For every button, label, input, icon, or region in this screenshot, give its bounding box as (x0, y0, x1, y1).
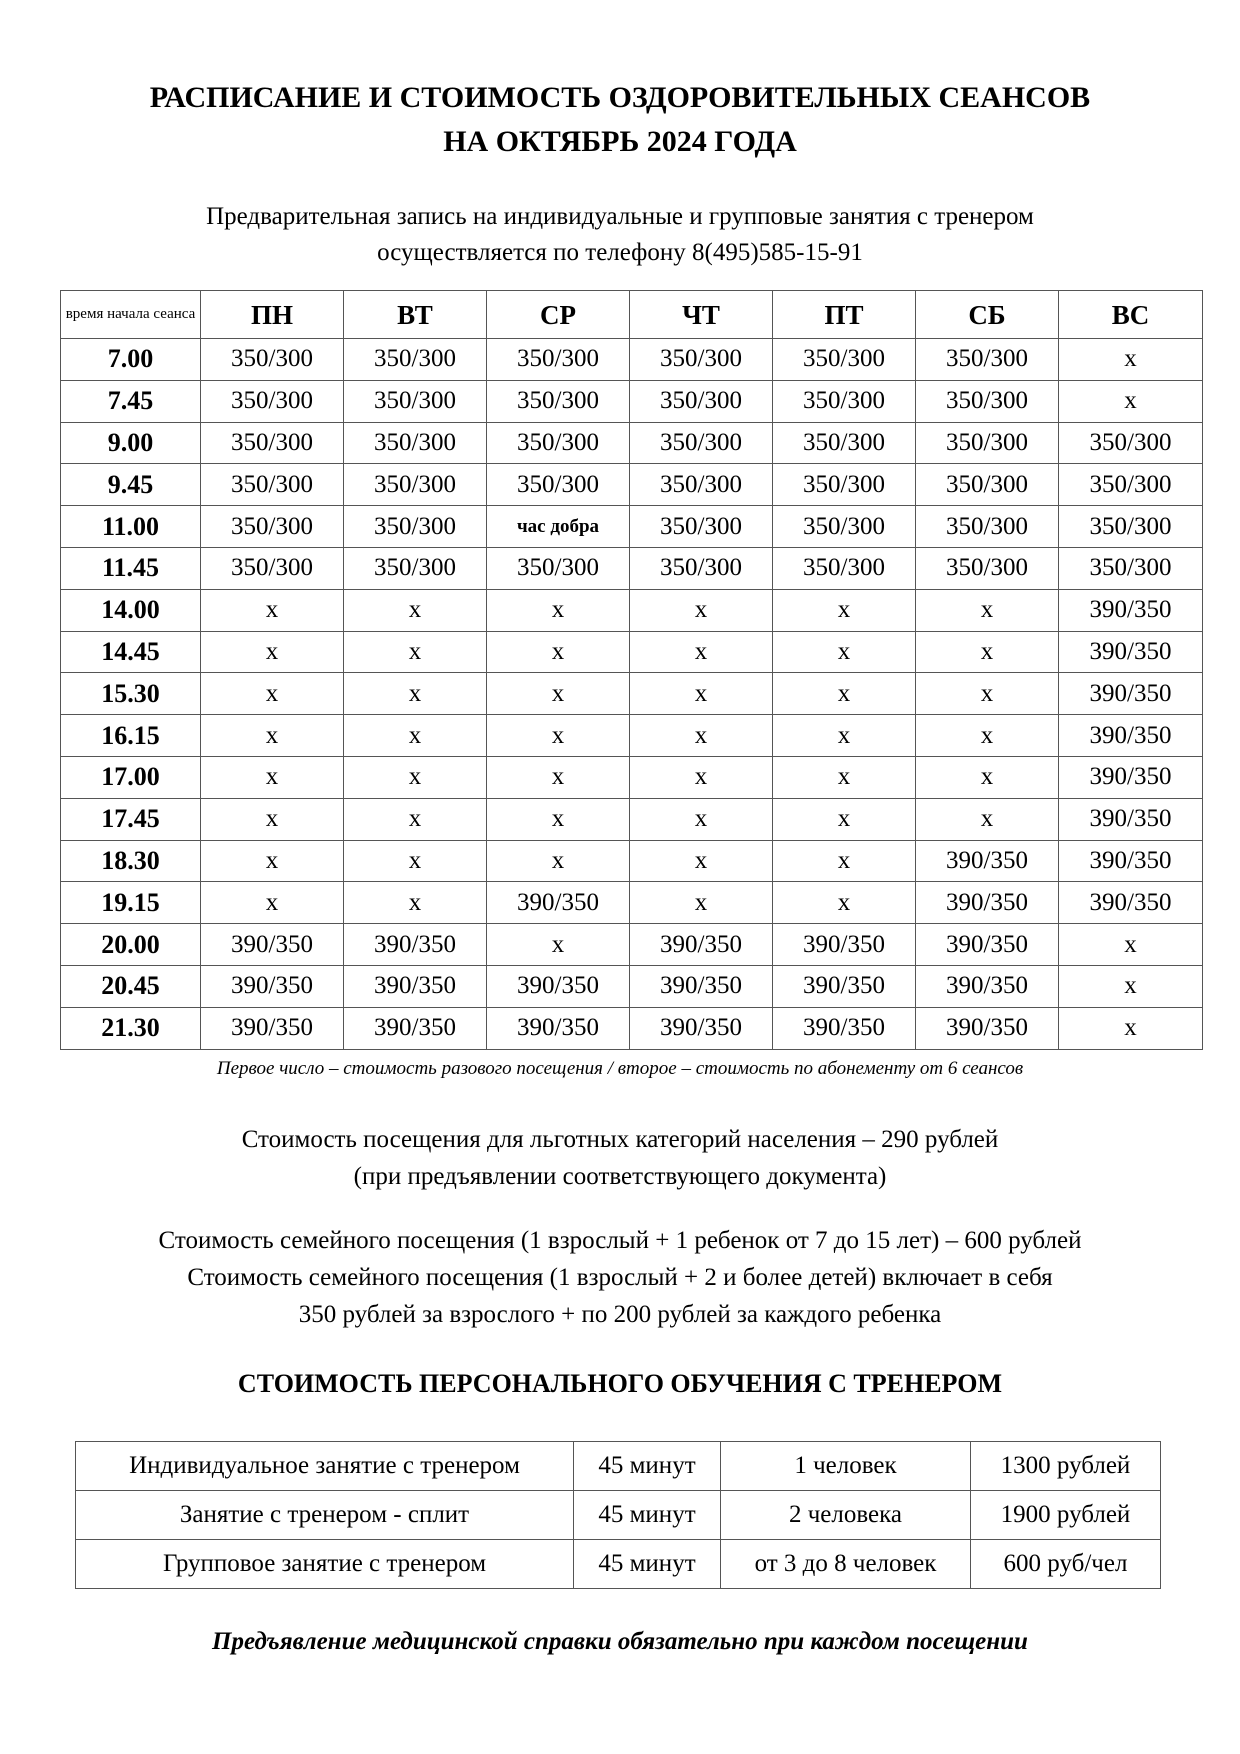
price-cell: 350/300 (630, 547, 773, 589)
session-time: 11.00 (61, 506, 201, 548)
schedule-row (61, 715, 1203, 757)
price-cell: х (201, 715, 344, 757)
price-cell: 390/350 (344, 924, 487, 966)
schedule-row (61, 1007, 1203, 1049)
price-cell: 390/350 (773, 1007, 916, 1049)
header-day: ЧТ (630, 291, 773, 339)
price-cell: х (916, 798, 1059, 840)
training-cell: 45 минут (574, 1491, 721, 1540)
price-cell: х (487, 673, 630, 715)
price-cell: 350/300 (201, 464, 344, 506)
schedule-row (61, 380, 1203, 422)
price-cell: 390/350 (773, 924, 916, 966)
price-cell: х (1059, 924, 1203, 966)
price-cell: х (630, 840, 773, 882)
price-cell: 390/350 (344, 965, 487, 1007)
training-cell: 1300 рублей (971, 1442, 1161, 1491)
training-table (75, 1441, 1161, 1589)
price-cell: х (344, 840, 487, 882)
schedule-header-row (61, 291, 1203, 339)
price-cell: х (773, 589, 916, 631)
price-cell: 350/300 (630, 339, 773, 381)
price-cell: 350/300 (773, 506, 916, 548)
price-cell: 350/300 (916, 339, 1059, 381)
price-cell: 350/300 (201, 547, 344, 589)
price-cell: 350/300 (916, 422, 1059, 464)
price-cell: х (1059, 1007, 1203, 1049)
booking-info (0, 199, 1240, 271)
price-cell: х (201, 882, 344, 924)
medical-certificate-notice: Предъявление медицинской справки обязательно при каждом посещении (212, 1628, 1028, 1655)
price-note: Первое число – стоимость разового посещения / второе – стоимость по абонементу от 6 сеансов (216, 1058, 1024, 1079)
title-line-1: РАСПИСАНИЕ И СТОИМОСТЬ ОЗДОРОВИТЕЛЬНЫХ СЕАНСОВ (149, 81, 1091, 114)
price-cell: 350/300 (344, 547, 487, 589)
price-cell: 350/300 (487, 547, 630, 589)
header-day: СР (487, 291, 630, 339)
session-time: 17.45 (61, 798, 201, 840)
price-cell: 390/350 (916, 1007, 1059, 1049)
session-time: 15.30 (61, 673, 201, 715)
price-cell: х (487, 924, 630, 966)
price-cell: х (201, 589, 344, 631)
price-cell: 390/350 (916, 840, 1059, 882)
price-cell: 390/350 (630, 965, 773, 1007)
session-time: 7.00 (61, 339, 201, 381)
price-cell: х (630, 798, 773, 840)
header-day: СБ (916, 291, 1059, 339)
price-cell: х (344, 589, 487, 631)
training-cell: 1900 рублей (971, 1491, 1161, 1540)
schedule-row (61, 798, 1203, 840)
price-cell: 390/350 (487, 965, 630, 1007)
header-session-start: время начала сеанса (61, 291, 201, 339)
price-cell: 390/350 (201, 1007, 344, 1049)
price-cell: х (201, 798, 344, 840)
schedule-body (61, 339, 1203, 1050)
price-cell: 350/300 (773, 422, 916, 464)
price-cell: х (773, 882, 916, 924)
price-cell: х (344, 715, 487, 757)
price-cell: х (1059, 965, 1203, 1007)
price-cell: 390/350 (1059, 798, 1203, 840)
training-cell: 1 человек (721, 1442, 971, 1491)
price-cell: 350/300 (773, 547, 916, 589)
session-time: 11.45 (61, 547, 201, 589)
price-cell: 350/300 (344, 339, 487, 381)
price-cell: х (916, 631, 1059, 673)
price-cell: х (487, 631, 630, 673)
price-cell: 350/300 (487, 422, 630, 464)
price-cell: 350/300 (1059, 464, 1203, 506)
price-cell: х (773, 840, 916, 882)
price-cell: х (916, 589, 1059, 631)
price-cell: 390/350 (1059, 673, 1203, 715)
header-day: ПТ (773, 291, 916, 339)
schedule-row (61, 422, 1203, 464)
price-cell: 390/350 (487, 1007, 630, 1049)
price-cell: 390/350 (201, 965, 344, 1007)
training-cell: 2 человека (721, 1491, 971, 1540)
session-time: 20.45 (61, 965, 201, 1007)
training-row (76, 1540, 1161, 1589)
price-cell: 390/350 (201, 924, 344, 966)
price-cell: 350/300 (1059, 506, 1203, 548)
price-cell: х (1059, 339, 1203, 381)
price-cell: х (630, 673, 773, 715)
price-cell: х (630, 715, 773, 757)
price-cell: х (344, 673, 487, 715)
price-cell: х (487, 589, 630, 631)
session-time: 19.15 (61, 882, 201, 924)
price-cell: х (487, 798, 630, 840)
price-cell: х (630, 756, 773, 798)
schedule-row (61, 756, 1203, 798)
price-cell: х (487, 840, 630, 882)
training-row (76, 1491, 1161, 1540)
price-cell: 350/300 (344, 464, 487, 506)
training-heading: СТОИМОСТЬ ПЕРСОНАЛЬНОГО ОБУЧЕНИЯ С ТРЕНЕРОМ (237, 1369, 1003, 1398)
price-cell: х (344, 631, 487, 673)
training-cell: 45 минут (574, 1540, 721, 1589)
price-cell: х (487, 756, 630, 798)
price-cell: 390/350 (630, 924, 773, 966)
family-line-1: Стоимость семейного посещения (1 взрослый + 1 ребенок от 7 до 15 лет) – 600 рублей (158, 1227, 1082, 1254)
price-cell: 350/300 (1059, 422, 1203, 464)
price-cell: х (201, 840, 344, 882)
price-cell: 350/300 (344, 380, 487, 422)
price-cell: х (1059, 380, 1203, 422)
price-cell: х (773, 673, 916, 715)
price-cell: х (773, 715, 916, 757)
header-day: ПН (201, 291, 344, 339)
price-cell: 350/300 (344, 422, 487, 464)
session-time: 18.30 (61, 840, 201, 882)
schedule-row (61, 464, 1203, 506)
family-line-3: 350 рублей за взрослого + по 200 рублей за каждого ребенка (298, 1301, 942, 1328)
price-cell: 350/300 (1059, 547, 1203, 589)
price-cell: 350/300 (487, 339, 630, 381)
price-cell: х (630, 589, 773, 631)
title-line-2: НА ОКТЯБРЬ 2024 ГОДА (443, 125, 797, 158)
discount-line-2: (при предъявлении соответствующего документа) (353, 1163, 887, 1190)
schedule-row (61, 924, 1203, 966)
price-cell: х (773, 756, 916, 798)
price-cell: 390/350 (1059, 589, 1203, 631)
training-row (76, 1442, 1161, 1491)
price-cell: х (916, 673, 1059, 715)
price-cell: х (630, 631, 773, 673)
header-day: ВТ (344, 291, 487, 339)
header-day: ВС (1059, 291, 1203, 339)
session-time: 21.30 (61, 1007, 201, 1049)
booking-info-line-1: Предварительная запись на индивидуальные и групповые занятия с тренером (206, 203, 1034, 230)
training-cell: 600 руб/чел (971, 1540, 1161, 1589)
price-cell: 390/350 (630, 1007, 773, 1049)
price-cell: 350/300 (773, 464, 916, 506)
price-cell: 350/300 (487, 464, 630, 506)
session-time: 7.45 (61, 380, 201, 422)
session-time: 14.00 (61, 589, 201, 631)
training-cell: 45 минут (574, 1442, 721, 1491)
training-cell: Индивидуальное занятие с тренером (76, 1442, 574, 1491)
price-cell: х (344, 882, 487, 924)
price-cell: 350/300 (630, 464, 773, 506)
schedule-row (61, 840, 1203, 882)
price-cell: 350/300 (201, 422, 344, 464)
price-cell: 350/300 (201, 380, 344, 422)
family-line-2: Стоимость семейного посещения (1 взрослый + 2 и более детей) включает в себя (187, 1264, 1053, 1291)
price-cell: 390/350 (916, 924, 1059, 966)
schedule-row (61, 589, 1203, 631)
price-cell: 350/300 (916, 506, 1059, 548)
session-time: 9.45 (61, 464, 201, 506)
price-cell: х (773, 798, 916, 840)
price-cell: 390/350 (1059, 715, 1203, 757)
booking-info-line-2: осуществляется по телефону 8(495)585-15-91 (377, 239, 863, 266)
schedule-row (61, 339, 1203, 381)
price-cell: х (344, 756, 487, 798)
schedule-row (61, 882, 1203, 924)
price-cell: 350/300 (201, 339, 344, 381)
price-cell: 390/350 (1059, 840, 1203, 882)
price-cell: х (916, 715, 1059, 757)
schedule-row (61, 673, 1203, 715)
price-cell: 350/300 (773, 380, 916, 422)
schedule-row (61, 547, 1203, 589)
session-time: 17.00 (61, 756, 201, 798)
session-time: 14.45 (61, 631, 201, 673)
price-cell: х (773, 631, 916, 673)
price-cell: х (201, 756, 344, 798)
discount-line-1: Стоимость посещения для льготных категорий населения – 290 рублей (241, 1126, 999, 1153)
price-cell: 390/350 (916, 882, 1059, 924)
price-cell: 390/350 (344, 1007, 487, 1049)
price-cell: 350/300 (916, 380, 1059, 422)
schedule-row (61, 631, 1203, 673)
session-time: 16.15 (61, 715, 201, 757)
price-cell: 350/300 (773, 339, 916, 381)
schedule-row (61, 506, 1203, 548)
price-cell: х (487, 715, 630, 757)
price-cell: 350/300 (487, 380, 630, 422)
training-cell: Групповое занятие с тренером (76, 1540, 574, 1589)
training-body (76, 1442, 1161, 1589)
price-cell: х (344, 798, 487, 840)
session-time: 9.00 (61, 422, 201, 464)
price-cell: 390/350 (487, 882, 630, 924)
price-cell: 390/350 (773, 965, 916, 1007)
price-cell: 350/300 (630, 506, 773, 548)
discount-info (0, 1121, 1240, 1195)
price-cell: 390/350 (1059, 756, 1203, 798)
schedule-table (60, 290, 1203, 1050)
price-cell: 390/350 (916, 965, 1059, 1007)
schedule-row (61, 965, 1203, 1007)
price-cell: х (630, 882, 773, 924)
family-info (0, 1222, 1240, 1333)
price-cell: 350/300 (344, 506, 487, 548)
document-title (0, 76, 1240, 164)
price-cell: 350/300 (916, 547, 1059, 589)
price-cell: 350/300 (630, 422, 773, 464)
price-cell: х (201, 631, 344, 673)
price-cell: х (201, 673, 344, 715)
price-cell: 350/300 (630, 380, 773, 422)
price-cell: 390/350 (1059, 882, 1203, 924)
price-cell: 350/300 (916, 464, 1059, 506)
session-time: 20.00 (61, 924, 201, 966)
training-cell: Занятие с тренером - сплит (76, 1491, 574, 1540)
training-cell: от 3 до 8 человек (721, 1540, 971, 1589)
price-cell: 390/350 (1059, 631, 1203, 673)
price-cell: х (916, 756, 1059, 798)
price-cell: час добра (487, 506, 630, 548)
price-cell: 350/300 (201, 506, 344, 548)
